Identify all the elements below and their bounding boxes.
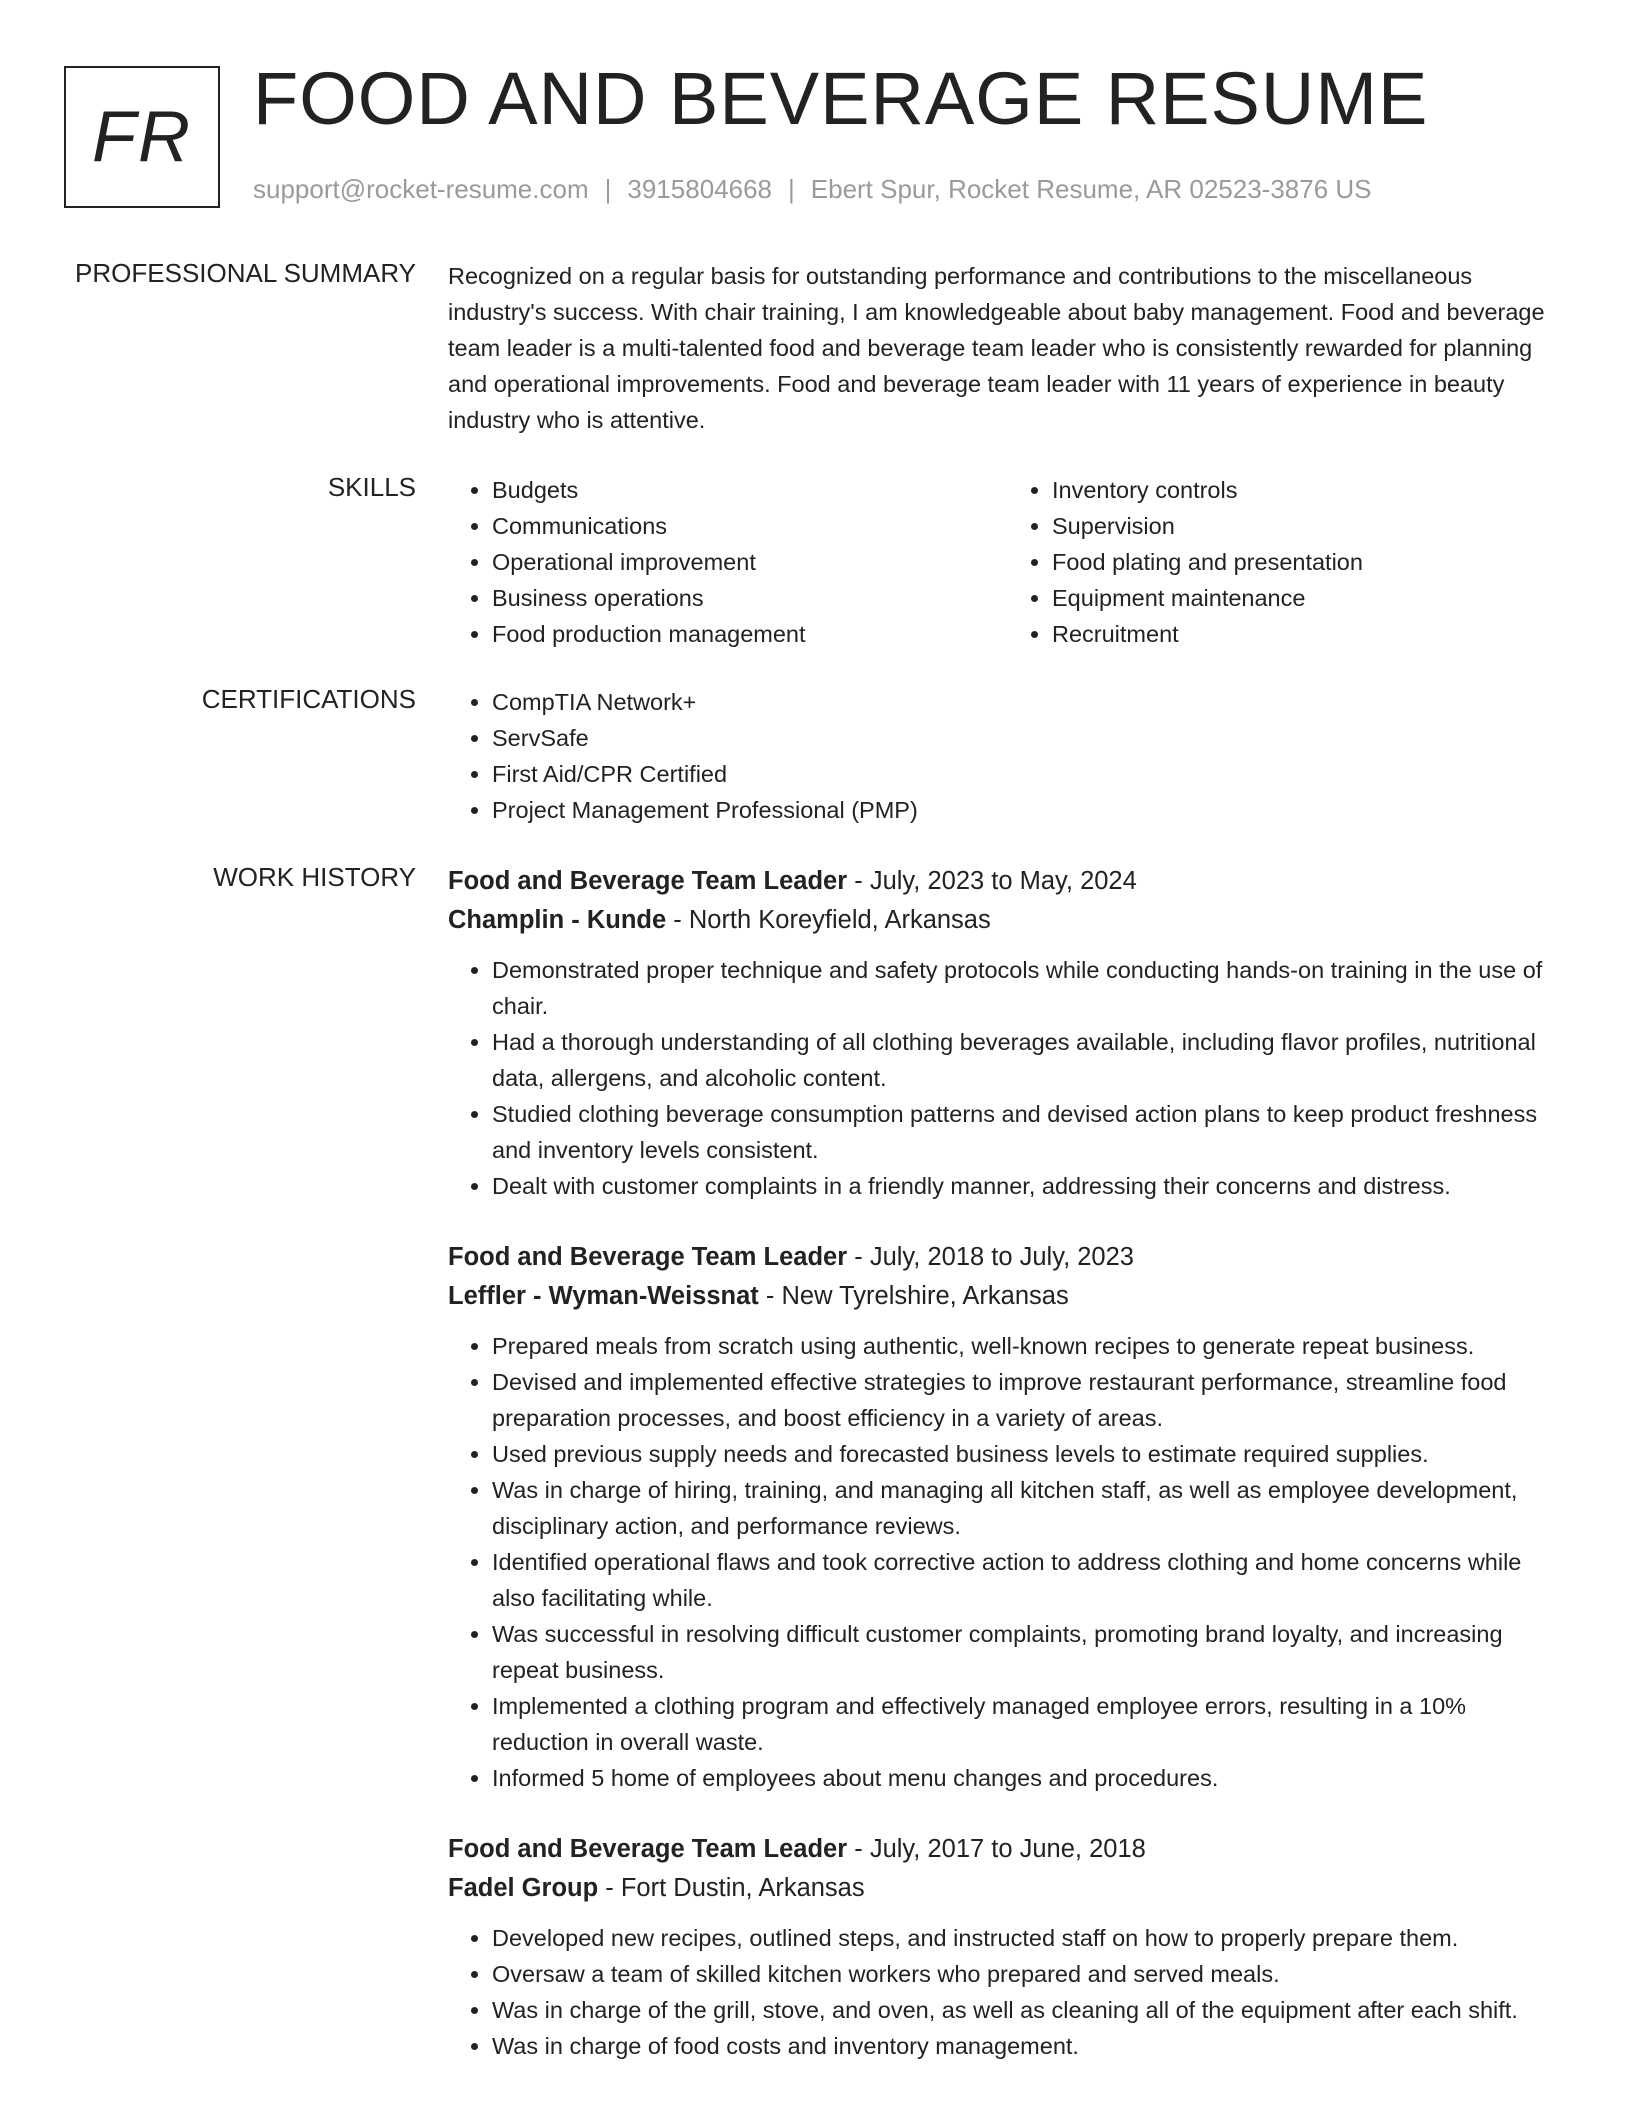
job-duties <box>448 1920 1568 2064</box>
work-history-heading: WORK HISTORY <box>213 862 416 892</box>
job-duty: • Was successful in resolving difficult customer complaints, promoting brand loyalty, and increasing repeat business. <box>492 1616 1568 1688</box>
monogram-logo: FR <box>64 66 220 208</box>
job-location: Fort Dustin, Arkansas <box>620 1874 865 1902</box>
job-entry <box>448 862 1568 1204</box>
skill-item: • Equipment maintenance <box>1052 580 1568 616</box>
skills-heading: SKILLS <box>327 472 416 502</box>
certification-item: • ServSafe <box>492 720 1568 756</box>
contact-separator: | <box>604 174 612 204</box>
job-duty: • Used previous supply needs and forecasted business levels to estimate required supplies. <box>492 1436 1568 1472</box>
job-duty: • Had a thorough understanding of all clothing beverages available, including flavor profiles, nutritional data, allergens, and alcoholic content. <box>492 1024 1568 1096</box>
certification-item: • CompTIA Network+ <box>492 684 1568 720</box>
job-duty: • Informed 5 home of employees about menu changes and procedures. <box>492 1760 1568 1796</box>
job-company: Leffler - Wyman-Weissnat <box>448 1282 759 1310</box>
skill-item: • Recruitment <box>1052 616 1568 652</box>
job-dates: July, 2017 to June, 2018 <box>869 1835 1146 1863</box>
skills-list-right <box>1008 472 1568 652</box>
job-company: Champlin - Kunde <box>448 906 667 934</box>
certifications-heading: CERTIFICATIONS <box>201 684 416 714</box>
job-entry <box>448 1830 1568 2064</box>
resume-title: FOOD AND BEVERAGE RESUME <box>253 57 1429 140</box>
skill-item: • Inventory controls <box>1052 472 1568 508</box>
contact-email: support@rocket-resume.com <box>253 174 589 204</box>
job-duty: • Identified operational flaws and took corrective action to address clothing and home concerns while also facilitating while. <box>492 1544 1568 1616</box>
work-history-body <box>448 862 1568 2098</box>
job-duty: • Studied clothing beverage consumption patterns and devised action plans to keep product freshness and inventory levels consistent. <box>492 1096 1568 1168</box>
contact-line <box>253 174 1372 205</box>
certification-item: • First Aid/CPR Certified <box>492 756 1568 792</box>
job-title-line: Food and Beverage Team Leader - July, 2018 to July, 2023 <box>448 1243 1134 1271</box>
job-title-line: Food and Beverage Team Leader - July, 2023 to May, 2024 <box>448 867 1137 895</box>
certifications-list <box>448 684 1568 828</box>
job-duties <box>448 952 1568 1204</box>
job-duty: • Oversaw a team of skilled kitchen workers who prepared and served meals. <box>492 1956 1568 1992</box>
job-duties <box>448 1328 1568 1796</box>
job-location: New Tyrelshire, Arkansas <box>781 1282 1069 1310</box>
job-company: Fadel Group <box>448 1874 599 1902</box>
job-duty: • Devised and implemented effective strategies to improve restaurant performance, streamline food preparation processes, and boost efficiency in a variety of areas. <box>492 1364 1568 1436</box>
job-duty: • Dealt with customer complaints in a friendly manner, addressing their concerns and distress. <box>492 1168 1568 1204</box>
skill-item: • Supervision <box>1052 508 1568 544</box>
skill-item: • Operational improvement <box>492 544 1008 580</box>
job-duty: • Demonstrated proper technique and safety protocols while conducting hands-on training in the use of chair. <box>492 952 1568 1024</box>
contact-phone: 3915804668 <box>627 174 772 204</box>
contact-separator: | <box>788 174 795 204</box>
skill-item: • Communications <box>492 508 1008 544</box>
job-duty: • Implemented a clothing program and effectively managed employee errors, resulting in a 10% reduction in overall waste. <box>492 1688 1568 1760</box>
skill-item: • Food plating and presentation <box>1052 544 1568 580</box>
job-company-line: Fadel Group - Fort Dustin, Arkansas <box>448 1874 865 1902</box>
job-company-line: Champlin - Kunde - North Koreyfield, Arkansas <box>448 906 991 934</box>
job-title-line: Food and Beverage Team Leader - July, 2017 to June, 2018 <box>448 1835 1146 1863</box>
certifications-body <box>448 684 1568 828</box>
skill-item: • Food production management <box>492 616 1008 652</box>
job-dates: July, 2018 to July, 2023 <box>869 1243 1134 1271</box>
skills-columns <box>448 472 1568 652</box>
job-entry <box>448 1238 1568 1796</box>
job-title: Food and Beverage Team Leader <box>448 1835 848 1863</box>
job-title: Food and Beverage Team Leader <box>448 867 848 895</box>
contact-address: Ebert Spur, Rocket Resume, AR 02523-3876 US <box>810 174 1372 204</box>
summary-text: Recognized on a regular basis for outstanding performance and contributions to the miscellaneous industry's success. With chair training, I am knowledgeable about baby management. Food and beverage team leader is a multi-talented food and beverage team leader who is consistently rewarded for planning and operational improvements. Food and beverage team leader with 11 years of experience in beauty industry who is attentive. <box>448 263 1545 433</box>
job-location: North Koreyfield, Arkansas <box>688 906 991 934</box>
skill-item: • Business operations <box>492 580 1008 616</box>
skill-item: • Budgets <box>492 472 1008 508</box>
job-duty: • Was in charge of food costs and inventory management. <box>492 2028 1568 2064</box>
summary-heading: PROFESSIONAL SUMMARY <box>75 258 416 288</box>
job-company-line: Leffler - Wyman-Weissnat - New Tyrelshire, Arkansas <box>448 1282 1069 1310</box>
job-duty: • Was in charge of the grill, stove, and oven, as well as cleaning all of the equipment after each shift. <box>492 1992 1568 2028</box>
job-title: Food and Beverage Team Leader <box>448 1243 848 1271</box>
skills-list-left <box>448 472 1008 652</box>
certification-item: • Project Management Professional (PMP) <box>492 792 1568 828</box>
job-dates: July, 2023 to May, 2024 <box>869 867 1137 895</box>
job-duty: • Was in charge of hiring, training, and managing all kitchen staff, as well as employee development, disciplinary action, and performance reviews. <box>492 1472 1568 1544</box>
job-duty: • Developed new recipes, outlined steps, and instructed staff on how to properly prepare them. <box>492 1920 1568 1956</box>
job-duty: • Prepared meals from scratch using authentic, well-known recipes to generate repeat business. <box>492 1328 1568 1364</box>
